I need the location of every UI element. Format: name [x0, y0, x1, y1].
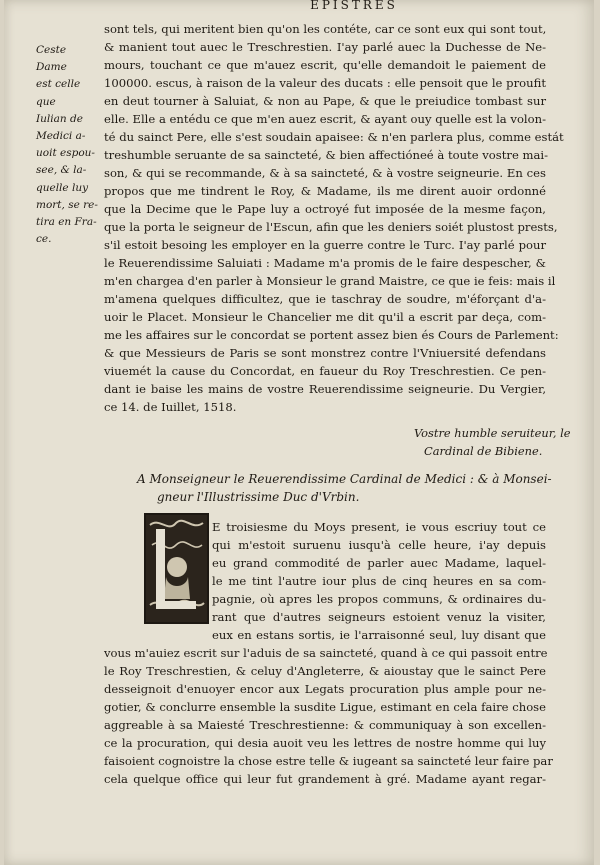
text-line: desseignoit d'enuoyer encor aux Legats procuration plus ample pour ne- [104, 682, 546, 696]
text-line: treshumble seruante de sa saincteté, & bien affectióneé à toute vostre mai- [104, 148, 549, 162]
text-line: m'amena quelques difficultez, que ie taschray de soudre, m'éforçant d'a- [104, 292, 546, 306]
margin-note-line: Ceste Dame [36, 44, 67, 74]
text-line: le Reuerendissime Saluiati : Madame m'a promis de le faire despescher, & [104, 256, 546, 270]
margin-note-line: tira en Fra- [36, 216, 97, 229]
margin-note-line: quelle luy [36, 181, 89, 194]
text-line: ce 14. de Iuillet, 1518. [104, 400, 237, 414]
text-line: le Roy Treschrestien, & celuy d'Angleterre, & aioustay que le sainct Pere [104, 664, 546, 678]
text-line: qui m'estoit suruenu iusqu'à celle heure, i'ay depuis [212, 538, 546, 552]
text-line: té du sainct Pere, elle s'est soudain apaisee: & n'en parlera plus, comme estát [104, 130, 564, 144]
text-line: m'en chargea d'en parler à Monsieur le grand Maistre, ce que ie feis: mais il [104, 274, 556, 288]
letter-title: A Monseigneur le Reuerendissime Cardinal de Medici : & à Monsei- [137, 472, 552, 486]
margin-note-line: uoit espou- [36, 147, 95, 160]
text-line: vous m'auiez escrit sur l'aduis de sa saincteté, quand à ce qui passoit entre [104, 646, 548, 660]
text-line: que la Decime que le Pape luy a octroyé fut imposée de la mesme façon, [104, 202, 546, 216]
text-line: faisoient cognoistre la chose estre telle & iugeant sa saincteté leur faire par [104, 754, 553, 768]
text-line: mours, touchant ce que m'auez escrit, qu'elle demandoit le paiement de [104, 58, 546, 72]
text-line: propos que me tindrent le Roy, & Madame, ils me dirent auoir ordonné [104, 184, 546, 198]
margin-note-line: see, & la- [36, 164, 87, 177]
text-line: que la porta le seigneur de l'Escun, afin que les deniers soiét plustost prests, [104, 220, 558, 234]
signature-line: Cardinal de Bibiene. [424, 444, 543, 458]
margin-note-line: Iulian de [36, 112, 83, 125]
text-line: gotier, & conclurre ensemble la susdite Ligue, estimant en cela faire chose [104, 700, 546, 714]
text-line: uoir le Placet. Monsieur le Chancelier me dit qu'il a escrit par deça, com- [104, 310, 546, 324]
running-header: EPISTRES [310, 0, 398, 12]
text-line: elle. Elle a entédu ce que m'en auez escrit, & ayant ouy quelle est la volon- [104, 112, 546, 126]
text-line: s'il estoit besoing les employer en la guerre contre le Turc. I'ay parlé pour [104, 238, 546, 252]
text-line: viuemét la cause du Concordat, en faueur du Roy Treschrestien. Ce pen- [104, 364, 546, 378]
text-line: & manient tout auec le Treschrestien. I'ay parlé auec la Duchesse de Ne- [104, 40, 546, 54]
text-line: pagnie, où apres les propos communs, & ordinaires du- [212, 592, 546, 606]
text-line: eu grand commodité de parler auec Madame, laquel- [212, 556, 546, 570]
text-line: E troisiesme du Moys present, ie vous escriuy tout ce [212, 520, 546, 534]
signature-line: Vostre humble seruiteur, le [414, 426, 571, 440]
text-line: sont tels, qui meritent bien qu'on les contéte, car ce sont eux qui sont tout, [104, 22, 547, 36]
text-line: ce la procuration, qui desia auoit veu les lettres de nostre homme qui luy [104, 736, 546, 750]
decorated-initial [144, 513, 209, 624]
margin-note-line: mort, se re- [36, 198, 98, 211]
text-line: en deut tourner à Saluiat, & non au Pape, & que le preiudice tombast sur [104, 94, 546, 108]
text-line: me les affaires sur le concordat se portent assez bien és Cours de Parlement: [104, 328, 559, 342]
text-line: dant ie baise les mains de vostre Reuerendissime seigneurie. Du Vergier, [104, 382, 546, 396]
text-line: cela quelque office qui leur fut grandement à gré. Madame ayant regar- [104, 772, 546, 786]
text-line: le me tint l'autre iour plus de cinq heures en sa com- [212, 574, 546, 588]
book-page [4, 0, 594, 865]
letter-title: gneur l'Illustrissime Duc d'Vrbin. [157, 490, 360, 504]
text-line: eux en estans sortis, ie l'arraisonné seul, luy disant que [212, 628, 546, 642]
margin-note [36, 42, 98, 248]
margin-note-line: est celle que [36, 78, 81, 108]
text-line: & que Messieurs de Paris se sont monstrez contre l'Vniuersité defendans [104, 346, 546, 360]
text-line: aggreable à sa Maiesté Treschrestienne: & communiquay à son excellen- [104, 718, 546, 732]
margin-note-line: Medici a- [36, 130, 86, 143]
text-line: son, & qui se recommande, & à sa saincteté, & à vostre seigneurie. En ces [104, 166, 546, 180]
margin-note-line: ce. [36, 233, 52, 246]
text-line: 100000. escus, à raison de la valeur des ducats : elle pensoit que le proufit [104, 76, 546, 90]
text-line: rant que d'autres seigneurs estoient venuz la visiter, [212, 610, 546, 624]
